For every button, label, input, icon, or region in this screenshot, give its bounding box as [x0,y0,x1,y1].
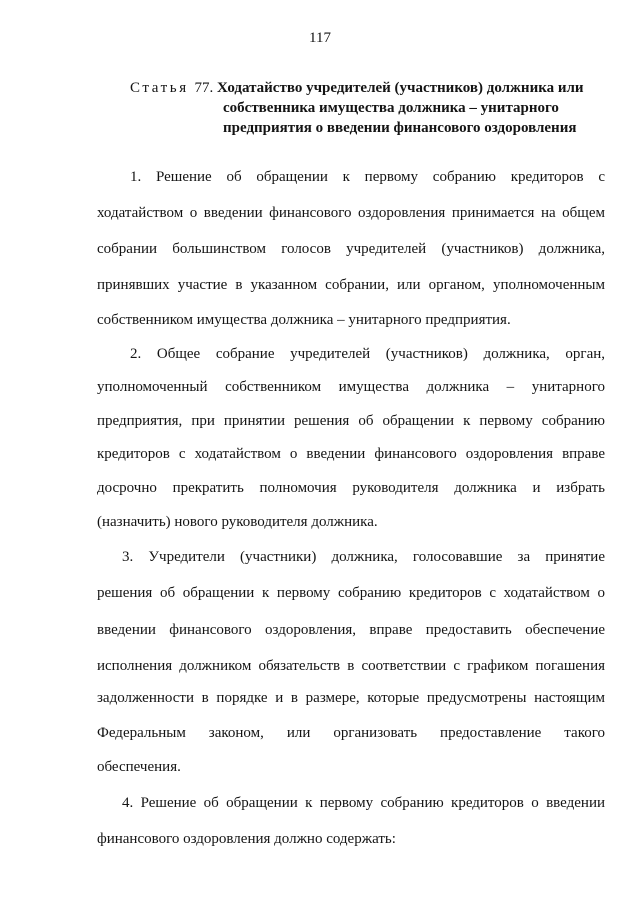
paragraph-3-line-7: обеспечения. [97,759,181,775]
paragraph-2-line-3: предприятия, при принятии решения об обращении к первому собранию [97,413,605,429]
article-label: Статья [130,80,189,96]
paragraph-1-line-2: ходатайством о введении финансового оздоровления принимается на общем [97,205,605,221]
article-title-line-2: собственника имущества должника – унитарного [223,100,559,116]
article-number: 77. [194,80,214,96]
article-heading [130,78,610,138]
paragraph-2-line-1: 2. Общее собрание учредителей (участников) должника, орган, [130,346,605,362]
paragraph-3-line-6: Федеральным законом, или организовать предоставление такого [97,725,605,741]
paragraph-4-line-1: 4. Решение об обращении к первому собранию кредиторов о введении [122,795,605,811]
paragraph-2-line-6: (назначить) нового руководителя должника. [97,514,378,530]
paragraph-2-line-5: досрочно прекратить полномочия руководителя должника и избрать [97,480,605,496]
paragraph-2-line-4: кредиторов с ходатайством о введении финансового оздоровления вправе [97,446,605,462]
paragraph-1-line-5: собственником имущества должника – унитарного предприятия. [97,312,511,328]
page-number: 117 [309,30,331,46]
paragraph-2-line-2: уполномоченный собственником имущества должника – унитарного [97,379,605,395]
paragraph-3-line-1: 3. Учредители (участники) должника, голосовавшие за принятие [122,549,605,565]
paragraph-3-line-4: исполнения должником обязательств в соответствии с графиком погашения [97,658,605,674]
paragraph-3-line-3: введении финансового оздоровления, вправе предоставить обеспечение [97,622,605,638]
paragraph-1-line-3: собрании большинством голосов учредителей (участников) должника, [97,241,605,257]
paragraph-3-line-2: решения об обращении к первому собранию кредиторов с ходатайством о [97,585,605,601]
paragraph-4-line-2: финансового оздоровления должно содержать: [97,831,396,847]
paragraph-3-line-5: задолженности в порядке и в размере, которые предусмотрены настоящим [97,690,605,706]
paragraph-1-line-4: принявших участие в указанном собрании, или органом, уполномоченным [97,277,605,293]
article-title-line-1: Ходатайство учредителей (участников) должника или [216,80,584,96]
article-title-line-3: предприятия о введении финансового оздоровления [223,120,577,136]
paragraph-1-line-1: 1. Решение об обращении к первому собранию кредиторов с [130,169,605,185]
